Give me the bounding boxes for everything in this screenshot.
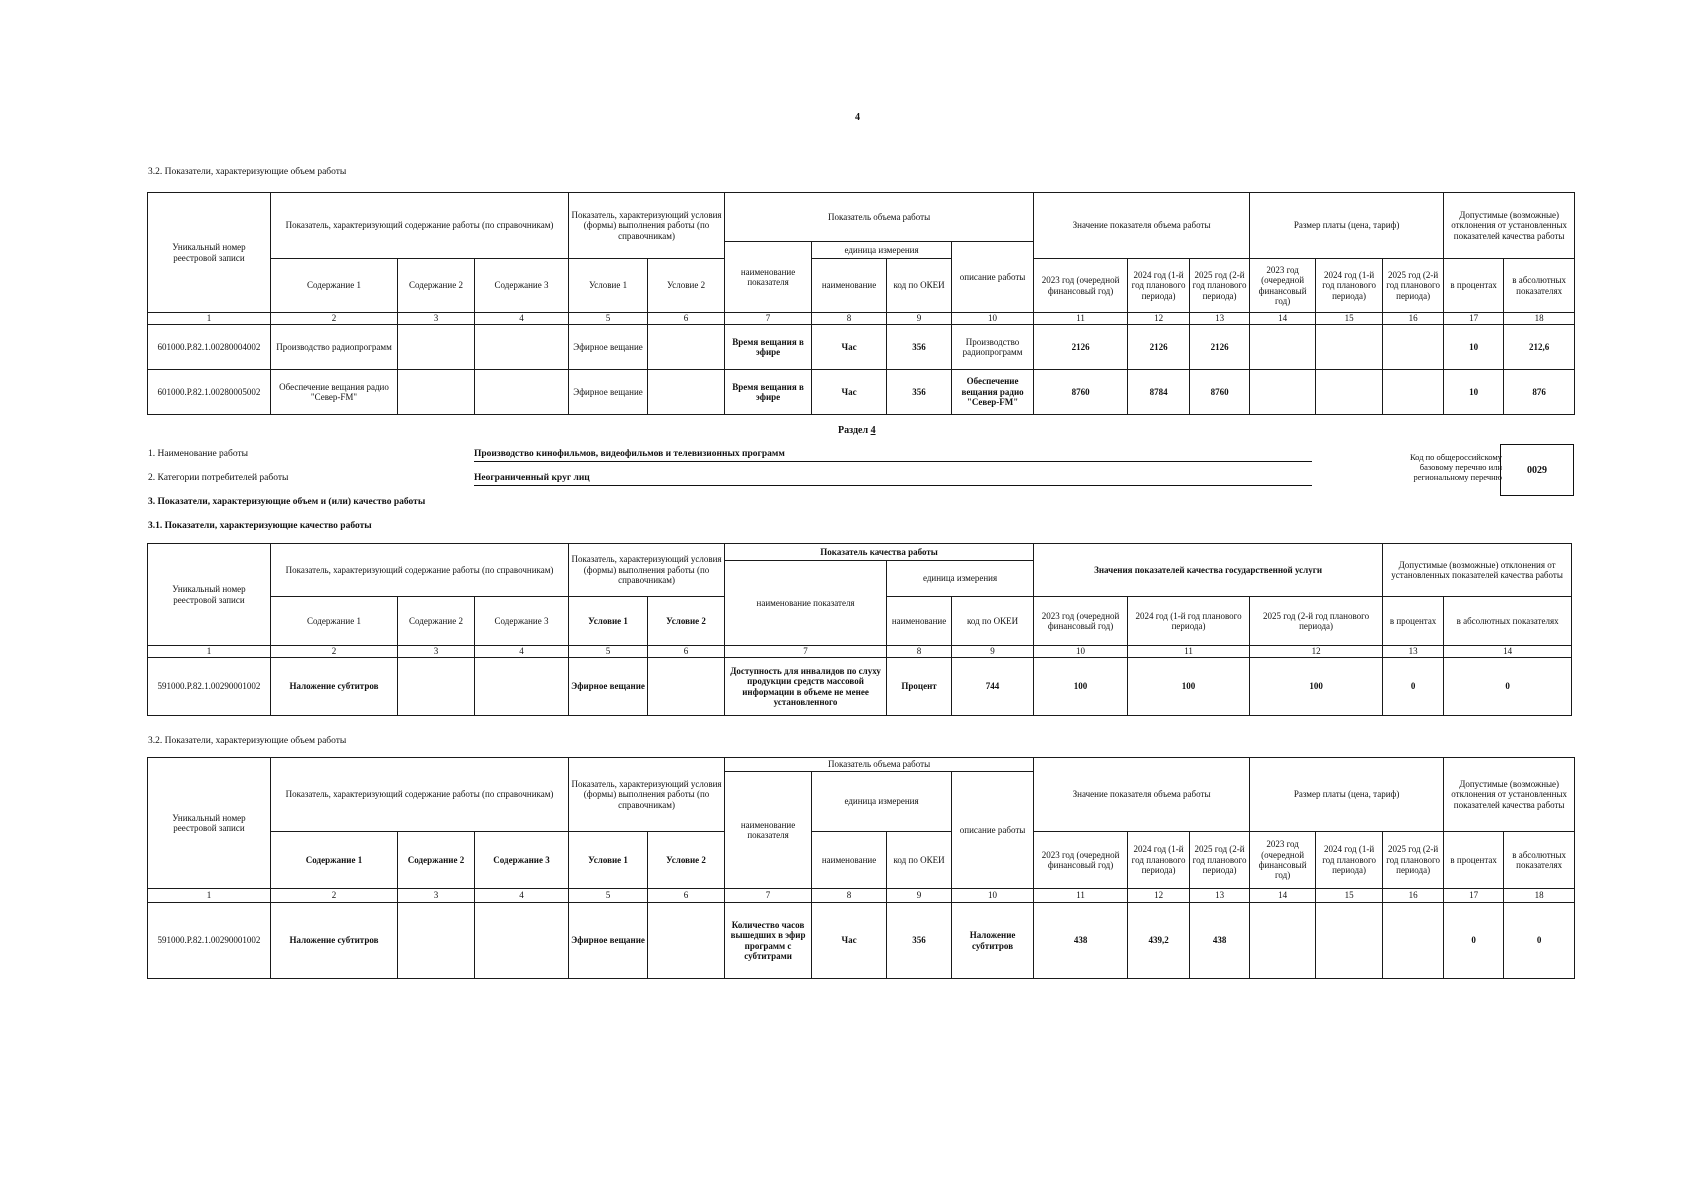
column-number: 15 xyxy=(1316,889,1383,903)
cell-okei: 356 xyxy=(887,325,952,370)
header-content-1: Содержание 1 xyxy=(271,259,398,313)
header-content-1: Содержание 1 xyxy=(271,597,398,646)
header-condition-group: Показатель, характеризующий условия (формы) выполнения работы (по справочникам) xyxy=(569,193,725,259)
volume-heading-top: 3.2. Показатели, характеризующие объем работы xyxy=(148,167,347,177)
work-name-underline xyxy=(474,461,1312,462)
volume-table-bottom xyxy=(147,757,1575,979)
column-number: 10 xyxy=(1034,646,1128,658)
column-number: 1 xyxy=(148,889,271,903)
header-deviation-percent: в процентах xyxy=(1383,597,1444,646)
cell-condition-2 xyxy=(648,903,725,979)
cell-fee-2025 xyxy=(1383,903,1444,979)
cell-indicator-name: Количество часов вышедших в эфир программ с субтитрами xyxy=(725,903,812,979)
cell-fee-2025 xyxy=(1383,325,1444,370)
column-number: 12 xyxy=(1250,646,1383,658)
column-number: 17 xyxy=(1444,313,1504,325)
header-content-3: Содержание 3 xyxy=(475,832,569,889)
column-number: 4 xyxy=(475,889,569,903)
header-fee-group: Размер платы (цена, тариф) xyxy=(1250,758,1444,832)
column-number: 17 xyxy=(1444,889,1504,903)
column-number: 18 xyxy=(1504,313,1575,325)
column-number: 14 xyxy=(1250,889,1316,903)
cell-condition-2 xyxy=(648,325,725,370)
column-number: 9 xyxy=(887,313,952,325)
cell-value-2023: 8760 xyxy=(1034,370,1128,415)
cell-fee-2025 xyxy=(1383,370,1444,415)
header-registry: Уникальный номер реестровой записи xyxy=(148,758,271,889)
cell-content-3 xyxy=(475,370,569,415)
cell-value-2023: 2126 xyxy=(1034,325,1128,370)
cell-condition-2 xyxy=(648,658,725,716)
header-year-2025: 2025 год (2-й год планового периода) xyxy=(1250,597,1383,646)
column-number: 1 xyxy=(148,646,271,658)
work-name-value: Производство кинофильмов, видеофильмов и телевизионных программ xyxy=(474,449,785,459)
column-number: 13 xyxy=(1383,646,1444,658)
header-okei: код по ОКЕИ xyxy=(887,259,952,313)
column-number: 5 xyxy=(569,646,648,658)
column-number: 11 xyxy=(1128,646,1250,658)
cell-value-2024: 2126 xyxy=(1128,325,1190,370)
cell-fee-2023 xyxy=(1250,325,1316,370)
header-deviation-absolute: в абсолютных показателях xyxy=(1444,597,1572,646)
column-number: 4 xyxy=(475,646,569,658)
cell-content-3 xyxy=(475,903,569,979)
cell-content-3 xyxy=(475,325,569,370)
header-year-2025: 2025 год (2-й год планового периода) xyxy=(1190,259,1250,313)
column-number: 9 xyxy=(887,889,952,903)
cell-unit-name: Процент xyxy=(887,658,952,716)
cell-value-2023: 100 xyxy=(1034,658,1128,716)
cell-content-2 xyxy=(398,903,475,979)
cell-work-description: Обеспечение вещания радио "Север-FM" xyxy=(952,370,1034,415)
header-condition-group: Показатель, характеризующий условия (формы) выполнения работы (по справочникам) xyxy=(569,544,725,597)
cell-content-1: Обеспечение вещания радио "Север-FM" xyxy=(271,370,398,415)
header-value-group: Значение показателя объема работы xyxy=(1034,193,1250,259)
header-unit-group: единица измерения xyxy=(887,561,1034,597)
header-unit-group: единица измерения xyxy=(812,772,952,832)
cell-value-2025: 438 xyxy=(1190,903,1250,979)
header-fee-2025: 2025 год (2-й год планового периода) xyxy=(1383,832,1444,889)
column-number: 1 xyxy=(148,313,271,325)
column-number: 8 xyxy=(812,313,887,325)
column-number: 6 xyxy=(648,889,725,903)
header-value-group: Значение показателя объема работы xyxy=(1034,758,1250,832)
header-condition-1: Условие 1 xyxy=(569,259,648,313)
cell-indicator-name: Доступность для инвалидов по слуху продукции средств массовой информации в объеме не менее установленного xyxy=(725,658,887,716)
table-row xyxy=(148,325,1575,370)
header-fee-2025: 2025 год (2-й год планового периода) xyxy=(1383,259,1444,313)
cell-registry-number: 591000.Р.82.1.00290001002 xyxy=(148,903,271,979)
cell-fee-2024 xyxy=(1316,370,1383,415)
cell-deviation-absolute: 876 xyxy=(1504,370,1575,415)
column-number: 9 xyxy=(952,646,1034,658)
category-value: Неограниченный круг лиц xyxy=(474,473,590,483)
cell-value-2024: 439,2 xyxy=(1128,903,1190,979)
cell-deviation-percent: 10 xyxy=(1444,325,1504,370)
cell-value-2024: 100 xyxy=(1128,658,1250,716)
column-number: 16 xyxy=(1383,313,1444,325)
header-quality-group: Показатель качества работы xyxy=(725,544,1034,561)
cell-deviation-absolute: 0 xyxy=(1504,903,1575,979)
header-deviation-group: Допустимые (возможные) отклонения от установленных показателей качества работы xyxy=(1444,193,1575,259)
column-number: 6 xyxy=(648,313,725,325)
column-number: 12 xyxy=(1128,889,1190,903)
column-number: 13 xyxy=(1190,889,1250,903)
column-number: 10 xyxy=(952,313,1034,325)
indicators-heading: 3. Показатели, характеризующие объем и (или) качество работы xyxy=(148,497,426,507)
header-content-group: Показатель, характеризующий содержание работы (по справочникам) xyxy=(271,758,569,832)
cell-condition-2 xyxy=(648,370,725,415)
cell-content-1: Наложение субтитров xyxy=(271,903,398,979)
header-deviation-absolute: в абсолютных показателях xyxy=(1504,259,1575,313)
header-indicator-name: наименование показателя xyxy=(725,772,812,889)
header-deviation-group: Допустимые (возможные) отклонения от установленных показателей качества работы xyxy=(1383,544,1572,597)
column-number: 3 xyxy=(398,646,475,658)
column-number: 13 xyxy=(1190,313,1250,325)
cell-condition-1: Эфирное вещание xyxy=(569,903,648,979)
header-year-2025: 2025 год (2-й год планового периода) xyxy=(1190,832,1250,889)
header-condition-1: Условие 1 xyxy=(569,597,648,646)
header-year-2024: 2024 год (1-й год планового периода) xyxy=(1128,832,1190,889)
column-number: 5 xyxy=(569,889,648,903)
header-fee-group: Размер платы (цена, тариф) xyxy=(1250,193,1444,259)
category-label: 2. Категории потребителей работы xyxy=(148,473,289,483)
column-number: 8 xyxy=(887,646,952,658)
header-fee-2024: 2024 год (1-й год планового периода) xyxy=(1316,259,1383,313)
header-indicator-name: наименование показателя xyxy=(725,561,887,646)
column-number: 18 xyxy=(1504,889,1575,903)
column-number: 6 xyxy=(648,646,725,658)
section-label: Раздел xyxy=(838,425,869,436)
column-number: 8 xyxy=(812,889,887,903)
cell-unit-name: Час xyxy=(812,370,887,415)
header-condition-2: Условие 2 xyxy=(648,832,725,889)
cell-deviation-percent: 0 xyxy=(1444,903,1504,979)
header-unit-name: наименование xyxy=(887,597,952,646)
cell-registry-number: 601000.Р.82.1.00280005002 xyxy=(148,370,271,415)
table-row xyxy=(148,903,1575,979)
cell-indicator-name: Время вещания в эфире xyxy=(725,325,812,370)
cell-fee-2023 xyxy=(1250,370,1316,415)
quality-table xyxy=(147,543,1572,716)
cell-content-2 xyxy=(398,370,475,415)
header-condition-1: Условие 1 xyxy=(569,832,648,889)
cell-unit-name: Час xyxy=(812,325,887,370)
cell-content-2 xyxy=(398,658,475,716)
cell-value-2025: 8760 xyxy=(1190,370,1250,415)
header-year-2023: 2023 год (очередной финансовый год) xyxy=(1034,832,1128,889)
registry-code-box: 0029 xyxy=(1500,444,1574,496)
header-deviation-absolute: в абсолютных показателях xyxy=(1504,832,1575,889)
cell-fee-2023 xyxy=(1250,903,1316,979)
column-number: 15 xyxy=(1316,313,1383,325)
header-content-1: Содержание 1 xyxy=(271,832,398,889)
header-condition-2: Условие 2 xyxy=(648,259,725,313)
column-number: 4 xyxy=(475,313,569,325)
cell-unit-name: Час xyxy=(812,903,887,979)
column-number: 16 xyxy=(1383,889,1444,903)
header-condition-group: Показатель, характеризующий условия (формы) выполнения работы (по справочникам) xyxy=(569,758,725,832)
header-unit-group: единица измерения xyxy=(812,242,952,259)
category-underline xyxy=(474,485,1312,486)
column-number: 11 xyxy=(1034,313,1128,325)
header-deviation-percent: в процентах xyxy=(1444,259,1504,313)
section-number: 4 xyxy=(870,425,876,436)
header-volume-group: Показатель объема работы xyxy=(725,758,1034,772)
registry-code-label: Код по общероссийскому базовому перечню или региональному перечню xyxy=(1409,452,1502,483)
column-number: 3 xyxy=(398,889,475,903)
header-registry: Уникальный номер реестровой записи xyxy=(148,193,271,313)
column-number: 14 xyxy=(1444,646,1572,658)
header-fee-2024: 2024 год (1-й год планового периода) xyxy=(1316,832,1383,889)
column-number: 14 xyxy=(1250,313,1316,325)
header-value-group: Значения показателей качества государственной услуги xyxy=(1034,544,1383,597)
column-number: 2 xyxy=(271,646,398,658)
column-number: 2 xyxy=(271,313,398,325)
cell-indicator-name: Время вещания в эфире xyxy=(725,370,812,415)
cell-content-1: Наложение субтитров xyxy=(271,658,398,716)
header-content-3: Содержание 3 xyxy=(475,597,569,646)
header-unit-name: наименование xyxy=(812,832,887,889)
quality-heading: 3.1. Показатели, характеризующие качество работы xyxy=(148,521,372,531)
work-name-label: 1. Наименование работы xyxy=(148,449,249,459)
cell-value-2024: 8784 xyxy=(1128,370,1190,415)
cell-deviation-absolute: 0 xyxy=(1444,658,1572,716)
header-unit-name: наименование xyxy=(812,259,887,313)
cell-deviation-percent: 0 xyxy=(1383,658,1444,716)
cell-condition-1: Эфирное вещание xyxy=(569,658,648,716)
header-deviation-group: Допустимые (возможные) отклонения от установленных показателей качества работы xyxy=(1444,758,1575,832)
volume-heading-bottom: 3.2. Показатели, характеризующие объем работы xyxy=(148,736,347,746)
volume-table-top xyxy=(147,192,1575,415)
table-row xyxy=(148,658,1572,716)
header-content-2: Содержание 2 xyxy=(398,259,475,313)
cell-fee-2024 xyxy=(1316,903,1383,979)
cell-deviation-percent: 10 xyxy=(1444,370,1504,415)
header-condition-2: Условие 2 xyxy=(648,597,725,646)
header-content-3: Содержание 3 xyxy=(475,259,569,313)
column-number: 5 xyxy=(569,313,648,325)
cell-okei: 356 xyxy=(887,370,952,415)
cell-work-description: Наложение субтитров xyxy=(952,903,1034,979)
header-year-2023: 2023 год (очередной финансовый год) xyxy=(1034,259,1128,313)
section-title xyxy=(838,425,876,436)
cell-okei: 744 xyxy=(952,658,1034,716)
header-year-2023: 2023 год (очередной финансовый год) xyxy=(1034,597,1128,646)
header-content-2: Содержание 2 xyxy=(398,597,475,646)
cell-content-2 xyxy=(398,325,475,370)
column-number: 12 xyxy=(1128,313,1190,325)
cell-value-2023: 438 xyxy=(1034,903,1128,979)
cell-condition-1: Эфирное вещание xyxy=(569,325,648,370)
cell-work-description: Производство радиопрограмм xyxy=(952,325,1034,370)
header-indicator-name: наименование показателя xyxy=(725,242,812,313)
cell-registry-number: 601000.Р.82.1.00280004002 xyxy=(148,325,271,370)
column-number: 10 xyxy=(952,889,1034,903)
cell-content-3 xyxy=(475,658,569,716)
cell-content-1: Производство радиопрограмм xyxy=(271,325,398,370)
header-okei: код по ОКЕИ xyxy=(952,597,1034,646)
cell-fee-2024 xyxy=(1316,325,1383,370)
header-year-2024: 2024 год (1-й год планового периода) xyxy=(1128,597,1250,646)
header-content-2: Содержание 2 xyxy=(398,832,475,889)
table-row xyxy=(148,370,1575,415)
header-fee-2023: 2023 год (очередной финансовый год) xyxy=(1250,259,1316,313)
page-number: 4 xyxy=(855,112,860,123)
column-number: 2 xyxy=(271,889,398,903)
column-number: 7 xyxy=(725,313,812,325)
cell-condition-1: Эфирное вещание xyxy=(569,370,648,415)
cell-registry-number: 591000.Р.82.1.00290001002 xyxy=(148,658,271,716)
column-number: 3 xyxy=(398,313,475,325)
header-fee-2023: 2023 год (очередной финансовый год) xyxy=(1250,832,1316,889)
column-number: 7 xyxy=(725,646,887,658)
cell-deviation-absolute: 212,6 xyxy=(1504,325,1575,370)
header-work-description: описание работы xyxy=(952,242,1034,313)
header-deviation-percent: в процентах xyxy=(1444,832,1504,889)
header-registry: Уникальный номер реестровой записи xyxy=(148,544,271,646)
header-volume-group: Показатель объема работы xyxy=(725,193,1034,242)
column-number: 7 xyxy=(725,889,812,903)
cell-okei: 356 xyxy=(887,903,952,979)
header-content-group: Показатель, характеризующий содержание работы (по справочникам) xyxy=(271,193,569,259)
header-year-2024: 2024 год (1-й год планового периода) xyxy=(1128,259,1190,313)
cell-value-2025: 100 xyxy=(1250,658,1383,716)
cell-value-2025: 2126 xyxy=(1190,325,1250,370)
header-content-group: Показатель, характеризующий содержание работы (по справочникам) xyxy=(271,544,569,597)
header-okei: код по ОКЕИ xyxy=(887,832,952,889)
header-work-description: описание работы xyxy=(952,772,1034,889)
column-number: 11 xyxy=(1034,889,1128,903)
